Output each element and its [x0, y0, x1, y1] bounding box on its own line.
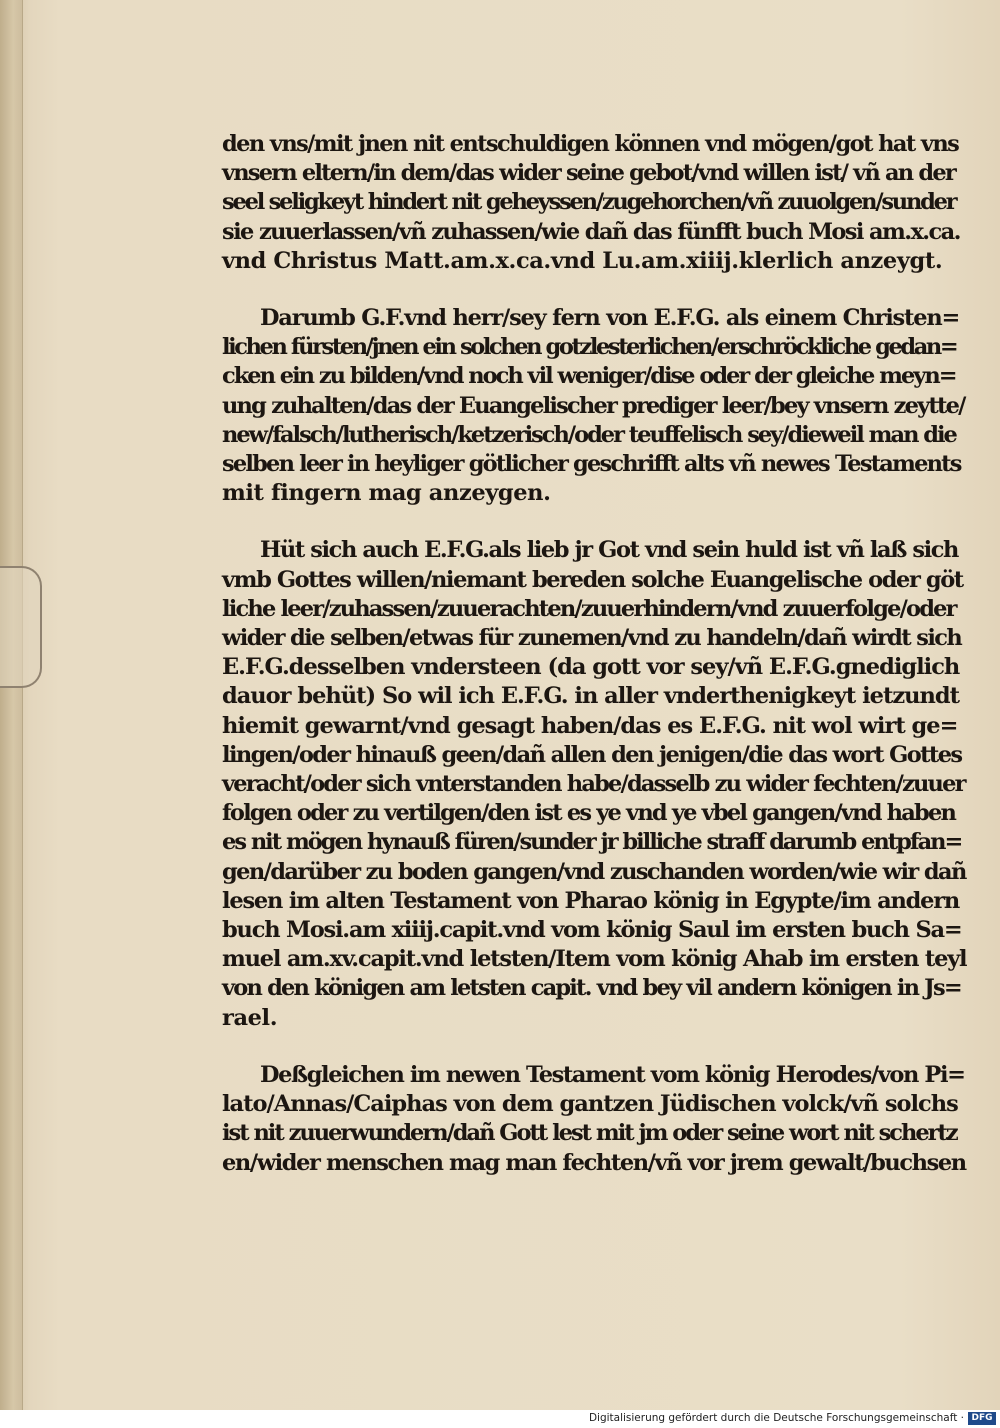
text-line: ist nit zuuerwundern/dañ Gott lest mit jm oder seine wort nit schertz	[222, 1120, 957, 1147]
text-line: dauor behüt) So wil ich E.F.G. in aller vnderthenigkeyt ietzundt	[222, 683, 959, 710]
paragraph-3	[222, 536, 967, 1032]
text-line: lingen/oder hinauß geen/dañ allen den jenigen/die das wort Gottes	[222, 741, 962, 768]
text-line: mit fingern mag anzeygen.	[222, 480, 551, 507]
text-line: folgen oder zu vertilgen/den ist es ye vnd ye vbel gangen/vnd haben	[222, 800, 956, 827]
text-line: seel seligkeyt hindert nit geheyssen/zugehorchen/vñ zuuolgen/sunder	[222, 189, 956, 216]
page-body-text	[222, 130, 967, 1178]
text-line: Darumb G.F.vnd herr/sey fern von E.F.G. als einem Christen=	[260, 305, 960, 332]
text-line: buch Mosi.am xiiij.capit.vnd vom könig Saul im ersten buch Sa=	[222, 917, 962, 944]
dfg-logo-icon: DFG	[968, 1412, 996, 1425]
text-line: Deßgleichen im newen Testament vom könig Herodes/von Pi=	[260, 1061, 965, 1088]
footer-credit: Digitalisierung gefördert durch die Deutsche Forschungsgemeinschaft ·	[588, 1412, 964, 1424]
text-line: cken ein zu bilden/vnd noch vil weniger/dise oder der gleiche meyn=	[222, 363, 956, 390]
page-edge	[0, 0, 23, 1410]
paragraph-4	[222, 1061, 967, 1178]
text-line: sie zuuerlassen/vñ zuhassen/wie dañ das fünfft buch Mosi am.x.ca.	[222, 218, 960, 245]
page-clip	[0, 566, 42, 688]
text-line: vnd Christus Matt.am.x.ca.vnd Lu.am.xiiij.klerlich anzeygt.	[222, 247, 943, 274]
text-line: vmb Gottes willen/niemant bereden solche Euangelische oder göt	[222, 566, 963, 593]
text-line: selben leer in heyliger götlicher geschrifft alts vñ newes Testaments	[222, 451, 961, 478]
paragraph-1	[222, 130, 967, 276]
text-line: E.F.G.desselben vndersteen (da gott vor sey/vñ E.F.G.gnediglich	[222, 654, 960, 681]
text-line: hiemit gewarnt/vnd gesagt haben/das es E.F.G. nit wol wirt ge=	[222, 712, 958, 739]
text-line: wider die selben/etwas für zunemen/vnd zu handeln/dañ wirdt sich	[222, 625, 962, 652]
paragraph-2	[222, 304, 967, 508]
text-line: new/falsch/lutherisch/ketzerisch/oder teuffelisch sey/dieweil man die	[222, 421, 956, 448]
text-line: es nit mögen hynauß füren/sunder jr billiche straff darumb entpfan=	[222, 829, 962, 856]
text-line: en/wider menschen mag man fechten/vñ vor jrem gewalt/buchsen	[222, 1149, 966, 1176]
text-line: rael.	[222, 1004, 278, 1031]
text-line: muel am.xv.capit.vnd letsten/Item vom könig Ahab im ersten teyl	[222, 946, 967, 973]
text-line: vnsern eltern/in dem/das wider seine gebot/vnd willen ist/ vñ an der	[222, 160, 955, 187]
text-line: lesen im alten Testament von Pharao könig in Egypte/im andern	[222, 887, 960, 914]
text-line: lato/Annas/Caiphas von dem gantzen Jüdischen volck/vñ solchs	[222, 1091, 958, 1118]
text-line: gen/darüber zu boden gangen/vnd zuschanden worden/wie wir dañ	[222, 858, 966, 885]
text-line: ung zuhalten/das der Euangelischer prediger leer/bey vnsern zeytte/	[222, 392, 965, 419]
text-line: veracht/oder sich vnterstanden habe/dasselb zu wider fechten/zuuer	[222, 771, 965, 798]
text-line: lichen fürsten/jnen ein solchen gotzlesterlichen/erschröckliche gedan=	[222, 334, 957, 361]
text-line: liche leer/zuhassen/zuuerachten/zuuerhindern/vnd zuuerfolge/oder	[222, 595, 956, 622]
text-line: den vns/mit jnen nit entschuldigen können vnd mögen/got hat vns	[222, 131, 959, 157]
text-line: Hüt sich auch E.F.G.als lieb jr Got vnd sein huld ist vñ laß sich	[260, 537, 959, 564]
text-line: von den königen am letsten capit. vnd bey vil andern königen in Js=	[222, 975, 961, 1002]
